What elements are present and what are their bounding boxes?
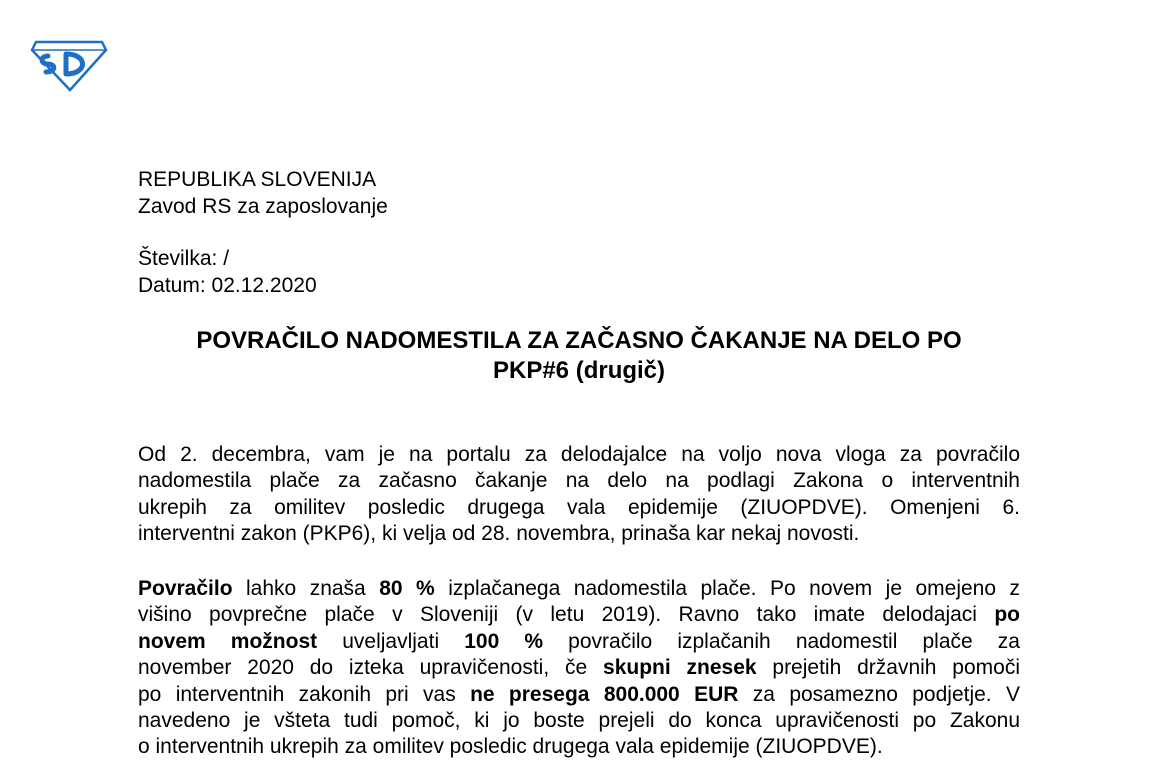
paragraph-line: ukrepih za omilitev posledic drugega vala epidemije (ZIUOPDVE). Omenjeni 6. <box>138 495 1020 519</box>
zrsz-diamond-logo-icon <box>30 36 108 92</box>
text: za posamezno podjetje. V <box>738 682 1020 706</box>
paragraph-line <box>138 576 1020 602</box>
bold-text: 80 % <box>379 577 435 600</box>
text: višino povprečne plače v Sloveniji (v letu 2019). Ravno tako imate delodajaci <box>138 603 995 627</box>
text: izplačanega nadomestila plače. Po novem je omejeno z <box>434 577 1020 600</box>
document-title <box>138 326 1020 386</box>
text: lahko znaša <box>232 577 380 600</box>
paragraph-line: nadomestila plače za začasno čakanje na delo na podlagi Zakona o interventnih <box>138 469 1020 493</box>
intro-paragraph <box>138 442 1020 548</box>
bold-text: 100 % <box>464 629 544 653</box>
text: povračilo izplačanih nadomestil plače za <box>543 629 1020 653</box>
republic-line: REPUBLIKA SLOVENIJA <box>138 168 377 191</box>
title-line-2: PKP#6 (drugič) <box>492 357 666 384</box>
paragraph-line <box>138 682 1020 708</box>
document-number: Številka: / <box>138 247 230 270</box>
reimbursement-paragraph <box>138 576 1020 761</box>
document-meta <box>138 245 317 299</box>
document-date: Datum: 02.12.2020 <box>138 274 317 297</box>
paragraph-line <box>138 655 1020 681</box>
bold-text: ne presega 800.000 EUR <box>470 682 739 706</box>
sender-block <box>138 166 388 220</box>
paragraph-line: Od 2. decembra, vam je na portalu za delodajalce na voljo nova vloga za povračilo <box>138 443 1020 466</box>
agency-line: Zavod RS za zaposlovanje <box>138 195 388 218</box>
text: prejetih državnih pomoči <box>756 656 1020 680</box>
paragraph-line: interventni zakon (PKP6), ki velja od 28. novembra, prinaša kar nekaj novosti. <box>138 522 860 546</box>
bold-text: skupni znesek <box>603 656 757 680</box>
paragraph-line <box>138 708 1020 734</box>
text: uveljavljati <box>317 629 465 653</box>
title-line-1: POVRAČILO NADOMESTILA ZA ZAČASNO ČAKANJE NA DELO PO <box>196 327 962 354</box>
paragraph-line <box>138 629 1020 655</box>
paragraph-line <box>138 734 1020 760</box>
text: po interventnih zakonih pri vas <box>138 682 471 706</box>
text: o interventnih ukrepih za omilitev posledic drugega vala epidemije (ZIUOPDVE). <box>138 735 883 759</box>
text: navedeno je všteta tudi pomoč, ki jo boste prejeli do konca upravičenosti po Zakonu <box>138 709 1020 733</box>
bold-text: novem možnost <box>138 629 318 653</box>
paragraph-line <box>138 602 1020 628</box>
bold-text: po <box>994 603 1020 627</box>
bold-text: Povračilo <box>138 577 233 600</box>
text: november 2020 do izteka upravičenosti, če <box>138 656 604 680</box>
